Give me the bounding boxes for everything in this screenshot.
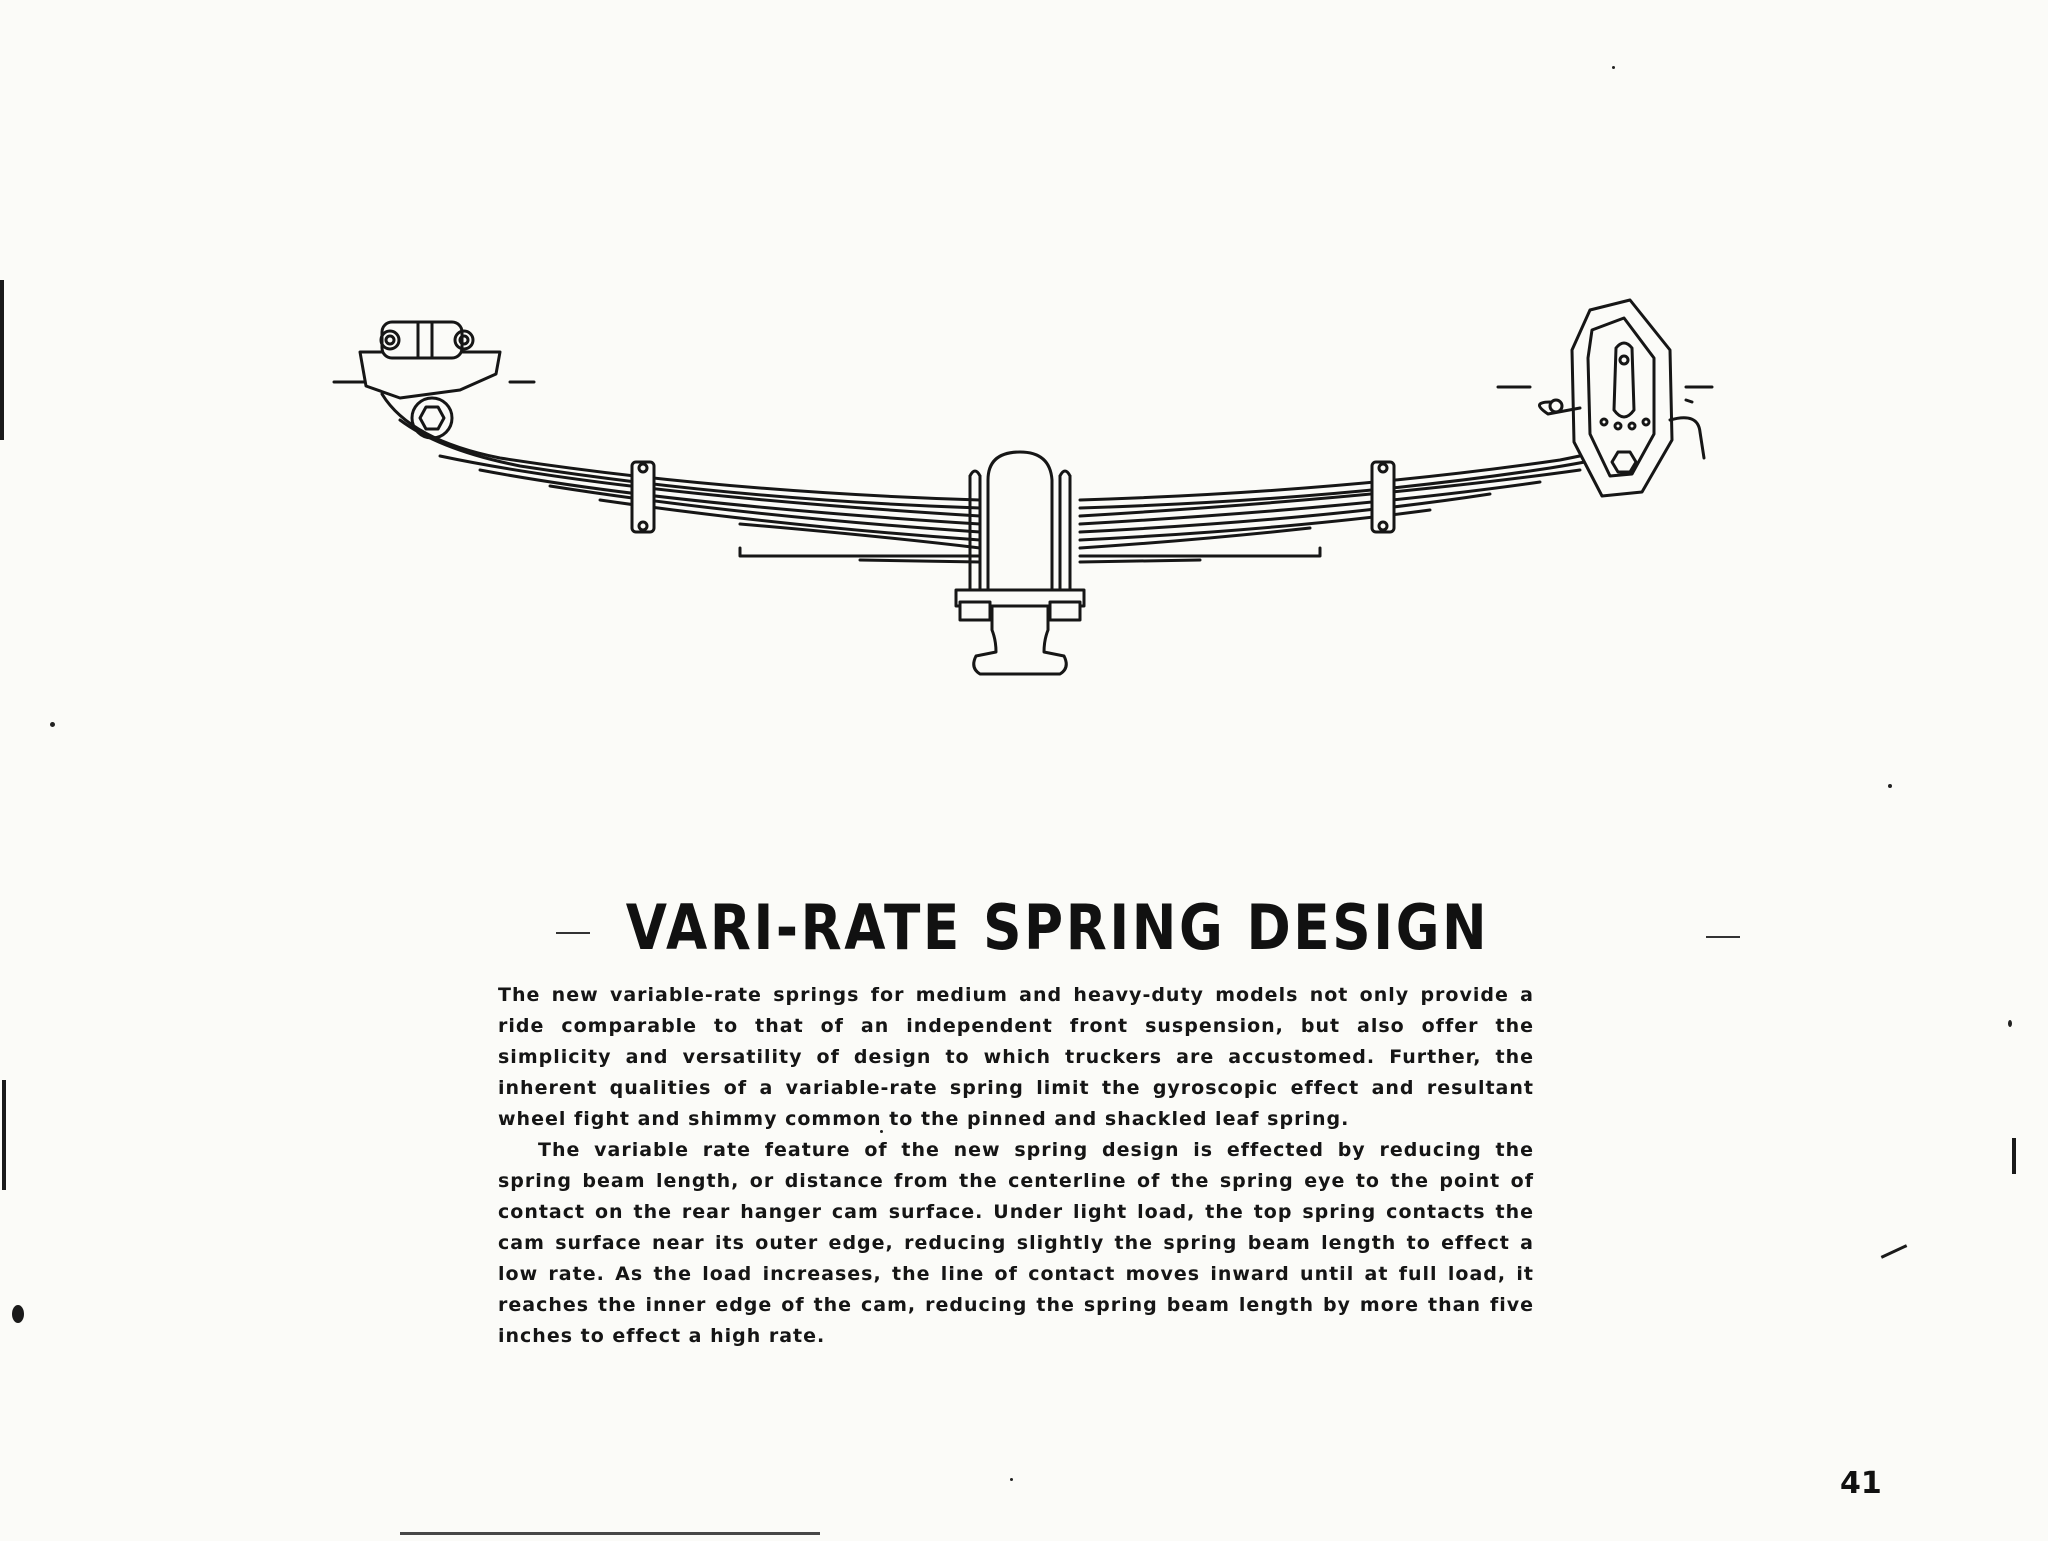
page-number: 41	[1840, 1466, 1882, 1501]
title-rule-left	[556, 932, 590, 934]
leaf-spring-illustration	[320, 290, 1740, 690]
scan-speck	[2008, 1020, 2012, 1027]
page-title: VARI-RATE SPRING DESIGN	[625, 891, 1490, 964]
scan-speck	[1010, 1478, 1013, 1481]
scan-edge-mark	[400, 1532, 820, 1535]
scan-speck	[880, 1130, 883, 1133]
scan-edge-mark	[2012, 1138, 2016, 1174]
paragraph-1: The new variable-rate springs for medium and heavy-duty models not only provide a ride comparable to that of an independent front suspension, but also offer the simplicity and versatility of design to which truckers are accustomed. Further, the inherent qualities of a variable-rate spring limit the gyroscopic effect and resultant wheel fight and shimmy common to the pinned and shackled leaf spring.	[498, 984, 1534, 1130]
scan-edge-mark	[0, 280, 4, 440]
title-rule-right	[1706, 936, 1740, 938]
paragraph-2: The variable rate feature of the new spring design is effected by reducing the spring beam length, or distance from the centerline of the spring eye to the point of contact on the rear hanger cam surface. Under light load, the top spring contacts the cam surface near its outer edge, reducing slightly the spring beam length to effect a low rate. As the load increases, the line of contact moves inward until at full load, it reaches the inner edge of the cam, reducing the spring beam length by more than five inches to effect a high rate.	[498, 1139, 1534, 1347]
title-block	[0, 888, 2048, 968]
body-text	[498, 980, 1534, 1352]
scan-speck	[1612, 66, 1615, 69]
scan-speck	[50, 722, 55, 727]
scan-speck	[1888, 784, 1892, 788]
scan-edge-mark	[2, 1080, 6, 1190]
scan-edge-mark	[12, 1305, 24, 1323]
scan-edge-mark	[1881, 1244, 1908, 1259]
